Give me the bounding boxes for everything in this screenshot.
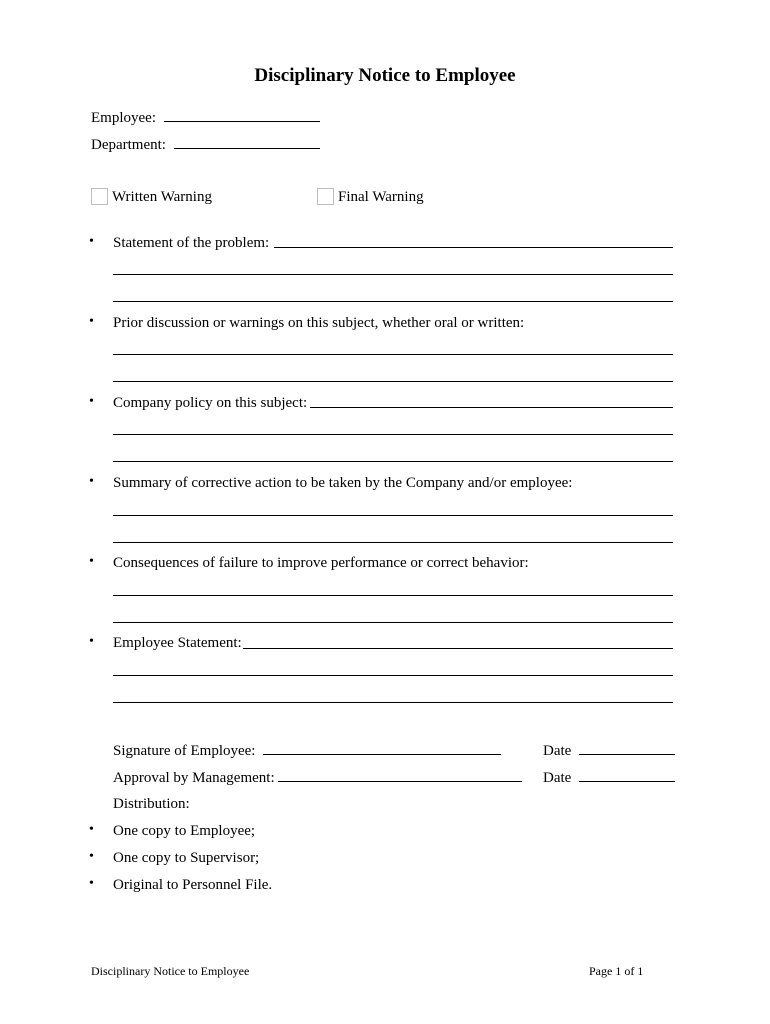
section-1-line-2[interactable] (113, 274, 673, 275)
section-2-label: Prior discussion or warnings on this subject, whether oral or written: (113, 315, 525, 331)
employee-date-label: Date (543, 743, 572, 759)
section-4-label: Summary of corrective action to be taken by the Company and/or employee: (113, 475, 573, 491)
section-3-line-1[interactable] (310, 407, 673, 408)
final-warning-checkbox[interactable] (317, 188, 334, 205)
management-approval-label: Approval by Management: (113, 770, 275, 786)
section-5-bullet: • (89, 554, 94, 569)
department-label: Department: (91, 137, 166, 153)
section-4-line-2[interactable] (113, 542, 673, 543)
written-warning-checkbox[interactable] (91, 188, 108, 205)
management-date-label: Date (543, 770, 572, 786)
employee-field-row (91, 108, 320, 127)
section-2-bullet: • (89, 314, 94, 329)
final-warning-label: Final Warning (338, 189, 424, 205)
section-1-line-1[interactable] (274, 247, 673, 248)
section-2-line-1[interactable] (113, 354, 673, 355)
distribution-item: One copy to Supervisor; (113, 850, 260, 866)
distribution-item: One copy to Employee; (113, 823, 256, 839)
section-5-line-1[interactable] (113, 595, 673, 596)
section-1-label: Statement of the problem: (113, 235, 270, 251)
section-5-label: Consequences of failure to improve performance or correct behavior: (113, 555, 529, 571)
footer-document-name: Disciplinary Notice to Employee (91, 964, 250, 978)
employee-label: Employee: (91, 110, 156, 126)
employee-date-row (543, 741, 675, 760)
management-date-field[interactable] (579, 768, 675, 782)
management-approval-field[interactable] (278, 768, 522, 782)
distribution-item: Original to Personnel File. (113, 877, 273, 893)
written-warning-label: Written Warning (112, 189, 212, 205)
distribution-bullet-3: • (89, 876, 94, 891)
footer-page-number: Page 1 of 1 (589, 964, 644, 978)
section-1-line-3[interactable] (113, 301, 673, 302)
employee-date-field[interactable] (579, 741, 675, 755)
section-3-bullet: • (89, 394, 94, 409)
section-3-line-3[interactable] (113, 461, 673, 462)
section-6-line-3[interactable] (113, 702, 673, 703)
section-5-line-2[interactable] (113, 622, 673, 623)
section-6-line-1[interactable] (243, 648, 673, 649)
department-field[interactable] (174, 135, 320, 149)
employee-signature-label: Signature of Employee: (113, 743, 256, 759)
management-date-row (543, 768, 675, 787)
employee-signature-row (113, 741, 501, 760)
distribution-bullet-1: • (89, 822, 94, 837)
distribution-label: Distribution: (113, 796, 190, 812)
employee-signature-field[interactable] (263, 741, 501, 755)
employee-field[interactable] (164, 108, 320, 122)
section-4-line-1[interactable] (113, 515, 673, 516)
management-approval-row (113, 768, 522, 787)
section-3-line-2[interactable] (113, 434, 673, 435)
section-1-bullet: • (89, 234, 94, 249)
section-4-bullet: • (89, 474, 94, 489)
section-6-line-2[interactable] (113, 675, 673, 676)
department-field-row (91, 135, 320, 154)
section-3-label: Company policy on this subject: (113, 395, 308, 411)
section-6-bullet: • (89, 634, 94, 649)
section-2-line-2[interactable] (113, 381, 673, 382)
distribution-bullet-2: • (89, 849, 94, 864)
section-6-label: Employee Statement: (113, 635, 242, 651)
document-title: Disciplinary Notice to Employee (254, 65, 516, 86)
